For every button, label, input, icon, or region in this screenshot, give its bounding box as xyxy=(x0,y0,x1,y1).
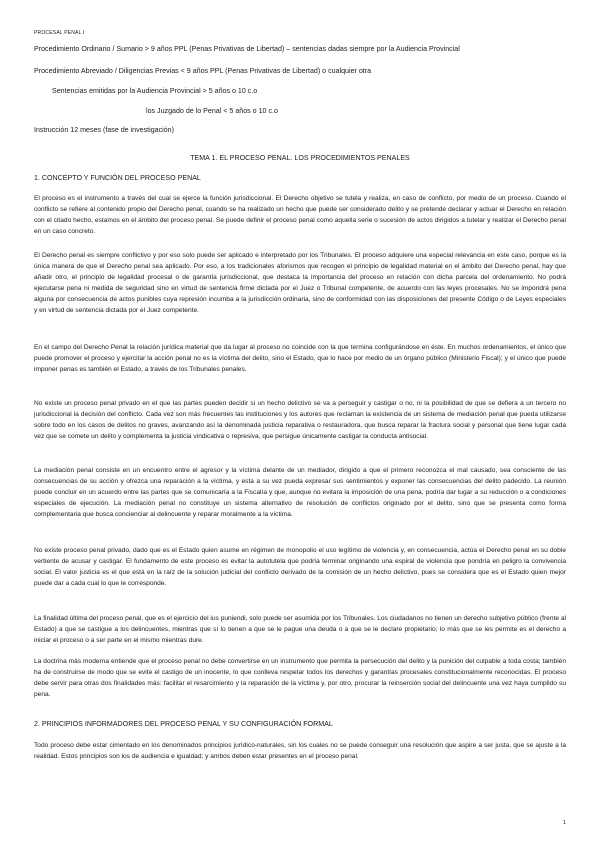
paragraph: No existe un proceso penal privado en el que las partes pueden decidir si un hecho delictivo se va a perseguir y castigar o no, ni la posibilidad de que se defiera a un tercero no jurisdiccional la decisión del conflicto. Cada vez son más frecuentes las instituciones y los autores que reclaman la existencia de un sistema de mediación penal que pueda utilizarse sobre todo en los casos de delitos no graves, avanzando así la denominada justicia reparativa o restauradora, que busca reparar la fractura social y personal que tiene lugar cada vez que se comete un delito y complementa la justicia vindicativa o represiva, que persigue únicamente castigar la conducta antisocial. xyxy=(34,400,566,440)
paragraph: El proceso es el instrumento a través del cual se ejerce la función jurisdiccional. El Derecho objetivo se tutela y realiza, en caso de conflicto, por medio de un proceso. Cuando el conflicto se refiere al contenido propio del Derecho penal, cuando se ha realizado un hecho que puede ser considerado delito y se pretende declarar y actuar el Derecho en relación con el citado hecho, estamos en el ámbito del proceso penal. Se puede definir el proceso penal como aquella serie o sucesión de actos dirigidos a tutelar y realizar el Derecho penal en un caso concreto. xyxy=(34,195,566,235)
section-heading-1: 1. CONCEPTO Y FUNCIÓN DEL PROCESO PENAL xyxy=(34,174,201,182)
section-heading-2: 2. PRINCIPIOS INFORMADORES DEL PROCESO PENAL Y SU CONFIGURACIÓN FORMAL xyxy=(34,720,333,728)
paragraph: No existe proceso penal privado, dado que es el Estado quien asume en régimen de monopolio el uso legítimo de violencia y, en consecuencia, actúa el Derecho penal en su doble vertiente de acusar y castigar. El fundamento de este proceso es evitar la autotutela que podría terminar originando una espiral de violencia que pondría en peligro la convivencia social. El valor justicia es el que está en la raíz de la solución judicial del conflicto derivado de la comisión de un hecho delictivo, pues se considera que es el Estado quien mejor puede dar a cada cual lo que le corresponde. xyxy=(34,547,566,587)
running-header: PROCESAL PENAL I xyxy=(34,30,85,36)
intro-line-ordinario: Procedimiento Ordinario / Sumario > 9 años PPL (Penas Privativas de Libertad) – sentencias dadas siempre por la Audiencia Provincial xyxy=(34,45,460,53)
paragraph: En el campo del Derecho Penal la relación jurídica material que da lugar al proceso no coincide con la que termina configurándose en éste. En muchos ordenamientos, el único que puede promover el proceso y ejercitar la acción penal no es la víctima del delito, sino el Estado, que lo hace por medio de un órgano público (Ministerio Fiscal); y el único que puede imponer penas es también el Estado, a través de los Tribunales penales. xyxy=(34,344,566,373)
intro-line-instruccion: Instrucción 12 meses (fase de investigación) xyxy=(34,126,174,134)
intro-line-juzgado: los Juzgado de lo Penal < 5 años o 10 c.o xyxy=(146,107,278,115)
paragraph: La doctrina más moderna entiende que el proceso penal no debe convertirse en un instrumento que permita la persecución del delito y la punición del culpable a toda costa; también ha de construirse de modo que se evite el castigo de un inocente, lo que conlleva respetar todos los derechos y garantías procesales constitucionalmente reconocidas. El proceso debe servir para otras dos finalidades más: facilitar el resarcimiento y la reparación de la víctima y, por otro, procurar la reinserción social del delincuente una vez haya cumplido su pena. xyxy=(34,658,566,698)
intro-line-audiencia: Sentencias emitidas por la Audiencia Provincial > 5 años o 10 c.o xyxy=(52,87,258,95)
intro-line-abreviado: Procedimiento Abreviado / Diligencias Previas < 9 años PPL (Penas Privativas de Libertad) o cualquier otra xyxy=(34,67,372,75)
paragraph: El Derecho penal es siempre conflictivo y por eso solo puede ser aplicado e interpretado por los Tribunales. El proceso adquiere una especial relevancia en este caso, porque es la única manera de que el Derecho penal sea aplicado. Por eso, a los tradicionales aforismos que recogen el principio de legalidad material en el ámbito del Derecho penal, hay que añadir otro, el principio de legalidad procesal o de garantía jurisdiccional, que destaca la importancia del proceso en relación con dicha parcela del ordenamiento. No podrá ejecutarse pena ni medida de seguridad sino en virtud de sentencia firme dictada por el Juez o Tribunal competente, de acuerdo con las leyes procesales. No se impondrá pena alguna por consecuencia de actos punibles cuya represión incumba a la jurisdicción ordinaria, sino de conformidad con las disposiciones del presente Código o de Leyes especiales y en virtud de sentencia dictada por el Juez competente. xyxy=(34,252,566,314)
document-title: TEMA 1. EL PROCESO PENAL. LOS PROCEDIMIENTOS PENALES xyxy=(190,154,410,162)
paragraph: La finalidad última del proceso penal, que es el ejercicio del ius puniendi, solo puede ser asumida por los Tribunales. Los ciudadanos no tienen un derecho subjetivo público (frente al Estado) a que se castigue a los delincuentes, mientras que sí lo tienen a que se le pague una deuda o a que se le declare propietario; lo más que se les permite es el derecho a iniciar el proceso o a ser parte en el mismo mientras dure. xyxy=(34,615,566,644)
paragraph: Todo proceso debe estar cimentado en los denominados principios jurídico-naturales, sin los cuales no se puede conseguir una resolución que aspire a ser justa, que se ajuste a la realidad. Estos principios son los de audiencia e igualdad; y ambos deben estar presentes en el proceso penal. xyxy=(34,742,566,760)
page-number: 1 xyxy=(562,820,566,826)
paragraph: La mediación penal consiste en un encuentro entre el agresor y la víctima delante de un mediador, dirigido a que el primero reconozca el mal causado, sea consciente de las consecuencias de su acción y ofrezca una reparación a la víctima, y esta a su vez pueda expresar sus sentimientos y exponer las consecuencias del delito padecido. La reunión puede concluir en un acuerdo entre las partes que se comunicaría a la Fiscalía y que, aunque no evitara la imposición de una pena, podría dar lugar a su reducción o a condiciones especiales de ejecución. La mediación penal no constituye un sistema alternativo de resolución de conflictos originado por el delito, sino que se presenta como forma complementaria que busca concienciar al delincuente y reparar moralmente a la víctima. xyxy=(34,467,566,518)
